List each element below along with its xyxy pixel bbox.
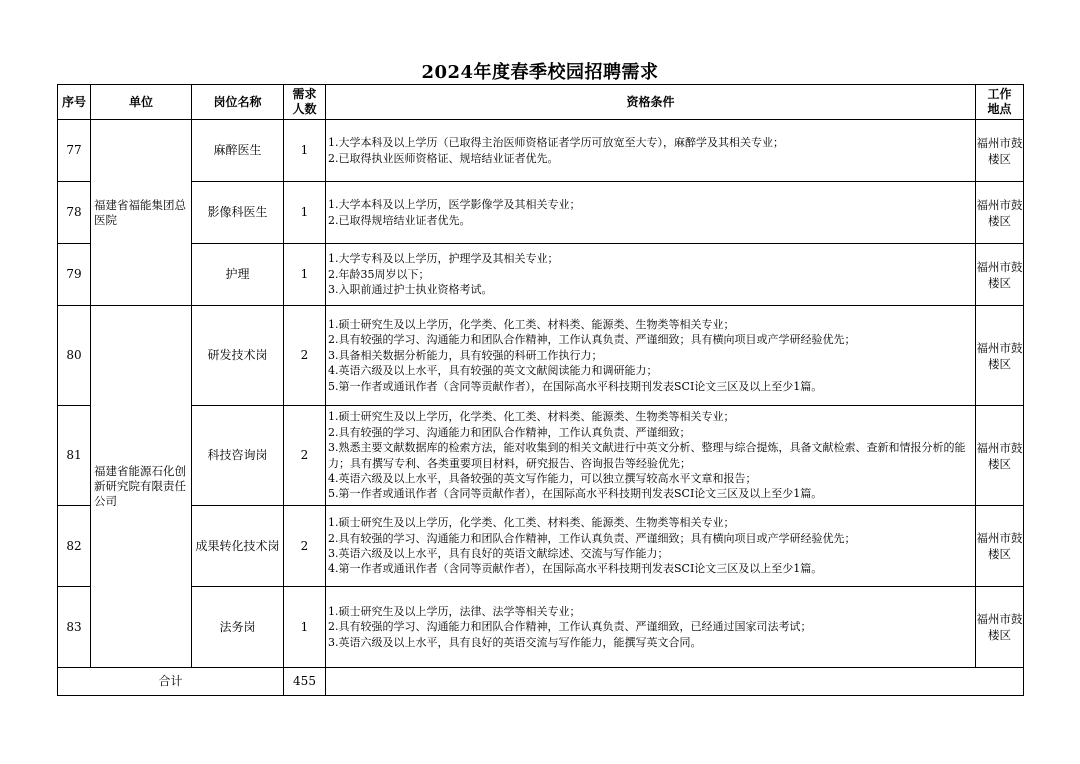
row-location: 福州市鼓楼区 (976, 182, 1024, 244)
header-location-line1: 工作 (987, 87, 1012, 101)
requirement-line: 5.第一作者或通讯作者（含同等贡献作者），在国际高水平科技期刊发表SCI论文三区及以上至少1篇。 (328, 487, 823, 501)
header-count (284, 85, 326, 120)
row-seq: 77 (58, 120, 91, 182)
requirement-line: 1.大学专科及以上学历，护理学及其相关专业； (328, 252, 559, 266)
page-title: 2024年度春季校园招聘需求 (421, 62, 659, 83)
header-seq: 序号 (58, 85, 91, 120)
row-unit: 福建省福能集团总医院 (91, 120, 192, 306)
row-count: 2 (284, 406, 326, 506)
row-count: 1 (284, 120, 326, 182)
requirement-line: 2.已取得规培结业证者优先。 (328, 213, 471, 227)
requirement-line: 3.英语六级及以上水平，具有良好的英语交流与写作能力，能撰写英文合同。 (328, 635, 702, 649)
table-row (58, 244, 1024, 306)
table-row (58, 306, 1024, 406)
requirement-line: 4.英语六级及以上水平，具有较强的英文文献阅读能力和调研能力； (328, 364, 658, 378)
header-count-line1: 需求 (292, 87, 317, 101)
row-position: 研发技术岗 (192, 306, 284, 406)
row-unit: 福建省能源石化创新研究院有限责任公司 (91, 306, 192, 668)
total-label: 合计 (58, 668, 284, 696)
row-requirements (326, 406, 976, 506)
row-seq: 80 (58, 306, 91, 406)
row-location: 福州市鼓楼区 (976, 506, 1024, 587)
row-requirements (326, 244, 976, 306)
requirement-line: 2.具有较强的学习、沟通能力和团队合作精神，工作认真负责、严谨细致，已经通过国家司法考试； (328, 620, 812, 634)
row-count: 1 (284, 587, 326, 668)
total-row (58, 668, 1024, 696)
table-row (58, 182, 1024, 244)
requirement-line: 3.熟悉主要文献数据库的检索方法，能对收集到的相关文献进行中英文分析、整理与综合提炼，具备文献检索、查新和情报分析的能力；具有撰写专利、各类重要项目材料，研究报告、咨询报告等经验优先； (328, 441, 966, 470)
row-seq: 79 (58, 244, 91, 306)
row-position: 成果转化技术岗 (192, 506, 284, 587)
header-requirements: 资格条件 (326, 85, 976, 120)
row-position: 科技咨询岗 (192, 406, 284, 506)
requirement-line: 1.大学本科及以上学历（已取得主治医师资格证者学历可放宽至大专），麻醉学及其相关专业； (328, 136, 784, 150)
header-location (976, 85, 1024, 120)
requirement-line: 1.硕士研究生及以上学历，化学类、化工类、材料类、能源类、生物类等相关专业； (328, 516, 735, 530)
requirement-line: 2.具有较强的学习、沟通能力和团队合作精神，工作认真负责、严谨细致；具有横向项目或产学研经验优先； (328, 333, 856, 347)
table-row (58, 506, 1024, 587)
row-position: 护理 (192, 244, 284, 306)
row-requirements (326, 587, 976, 668)
row-seq: 78 (58, 182, 91, 244)
header-unit: 单位 (91, 85, 192, 120)
header-position: 岗位名称 (192, 85, 284, 120)
table-row (58, 406, 1024, 506)
requirement-line: 2.具有较强的学习、沟通能力和团队合作精神，工作认真负责、严谨细致；具有横向项目或产学研经验优先； (328, 531, 856, 545)
requirement-line: 3.具备相关数据分析能力，具有较强的科研工作执行力； (328, 348, 603, 362)
row-location: 福州市鼓楼区 (976, 244, 1024, 306)
row-count: 1 (284, 182, 326, 244)
row-location: 福州市鼓楼区 (976, 120, 1024, 182)
total-empty (326, 668, 1024, 696)
row-count: 1 (284, 244, 326, 306)
header-location-line2: 地点 (987, 102, 1012, 116)
recruitment-table (57, 84, 1024, 696)
requirement-line: 1.硕士研究生及以上学历，法律、法学等相关专业； (328, 604, 581, 618)
row-position: 法务岗 (192, 587, 284, 668)
row-count: 2 (284, 306, 326, 406)
requirement-line: 2.已取得执业医师资格证、规培结业证者优先。 (328, 151, 559, 165)
requirement-line: 4.英语六级及以上水平，具备较强的英文写作能力，可以独立撰写较高水平文章和报告； (328, 471, 757, 485)
requirement-line: 4.第一作者或通讯作者（含同等贡献作者），在国际高水平科技期刊发表SCI论文三区及以上至少1篇。 (328, 562, 823, 576)
row-requirements (326, 120, 976, 182)
table-row (58, 120, 1024, 182)
row-seq: 83 (58, 587, 91, 668)
requirement-line: 1.大学本科及以上学历，医学影像学及其相关专业； (328, 198, 581, 212)
row-position: 影像科医生 (192, 182, 284, 244)
requirement-line: 1.硕士研究生及以上学历，化学类、化工类、材料类、能源类、生物类等相关专业； (328, 317, 735, 331)
row-requirements (326, 182, 976, 244)
row-seq: 81 (58, 406, 91, 506)
requirement-line: 5.第一作者或通讯作者（含同等贡献作者），在国际高水平科技期刊发表SCI论文三区及以上至少1篇。 (328, 379, 823, 393)
requirement-line: 2.具有较强的学习、沟通能力和团队合作精神，工作认真负责、严谨细致； (328, 425, 691, 439)
requirement-line: 2.年龄35周岁以下； (328, 267, 430, 281)
table-row (58, 587, 1024, 668)
row-count: 2 (284, 506, 326, 587)
row-position: 麻醉医生 (192, 120, 284, 182)
row-location: 福州市鼓楼区 (976, 306, 1024, 406)
row-location: 福州市鼓楼区 (976, 587, 1024, 668)
row-location: 福州市鼓楼区 (976, 406, 1024, 506)
requirement-line: 1.硕士研究生及以上学历，化学类、化工类、材料类、能源类、生物类等相关专业； (328, 410, 735, 424)
row-seq: 82 (58, 506, 91, 587)
requirement-line: 3.入职前通过护士执业资格考试。 (328, 283, 493, 297)
header-count-line2: 人数 (292, 102, 317, 116)
row-requirements (326, 306, 976, 406)
total-count: 455 (284, 668, 326, 696)
requirement-line: 3.英语六级及以上水平，具有良好的英语文献综述、交流与写作能力； (328, 547, 669, 560)
row-requirements (326, 506, 976, 587)
table-header-row (58, 85, 1024, 120)
